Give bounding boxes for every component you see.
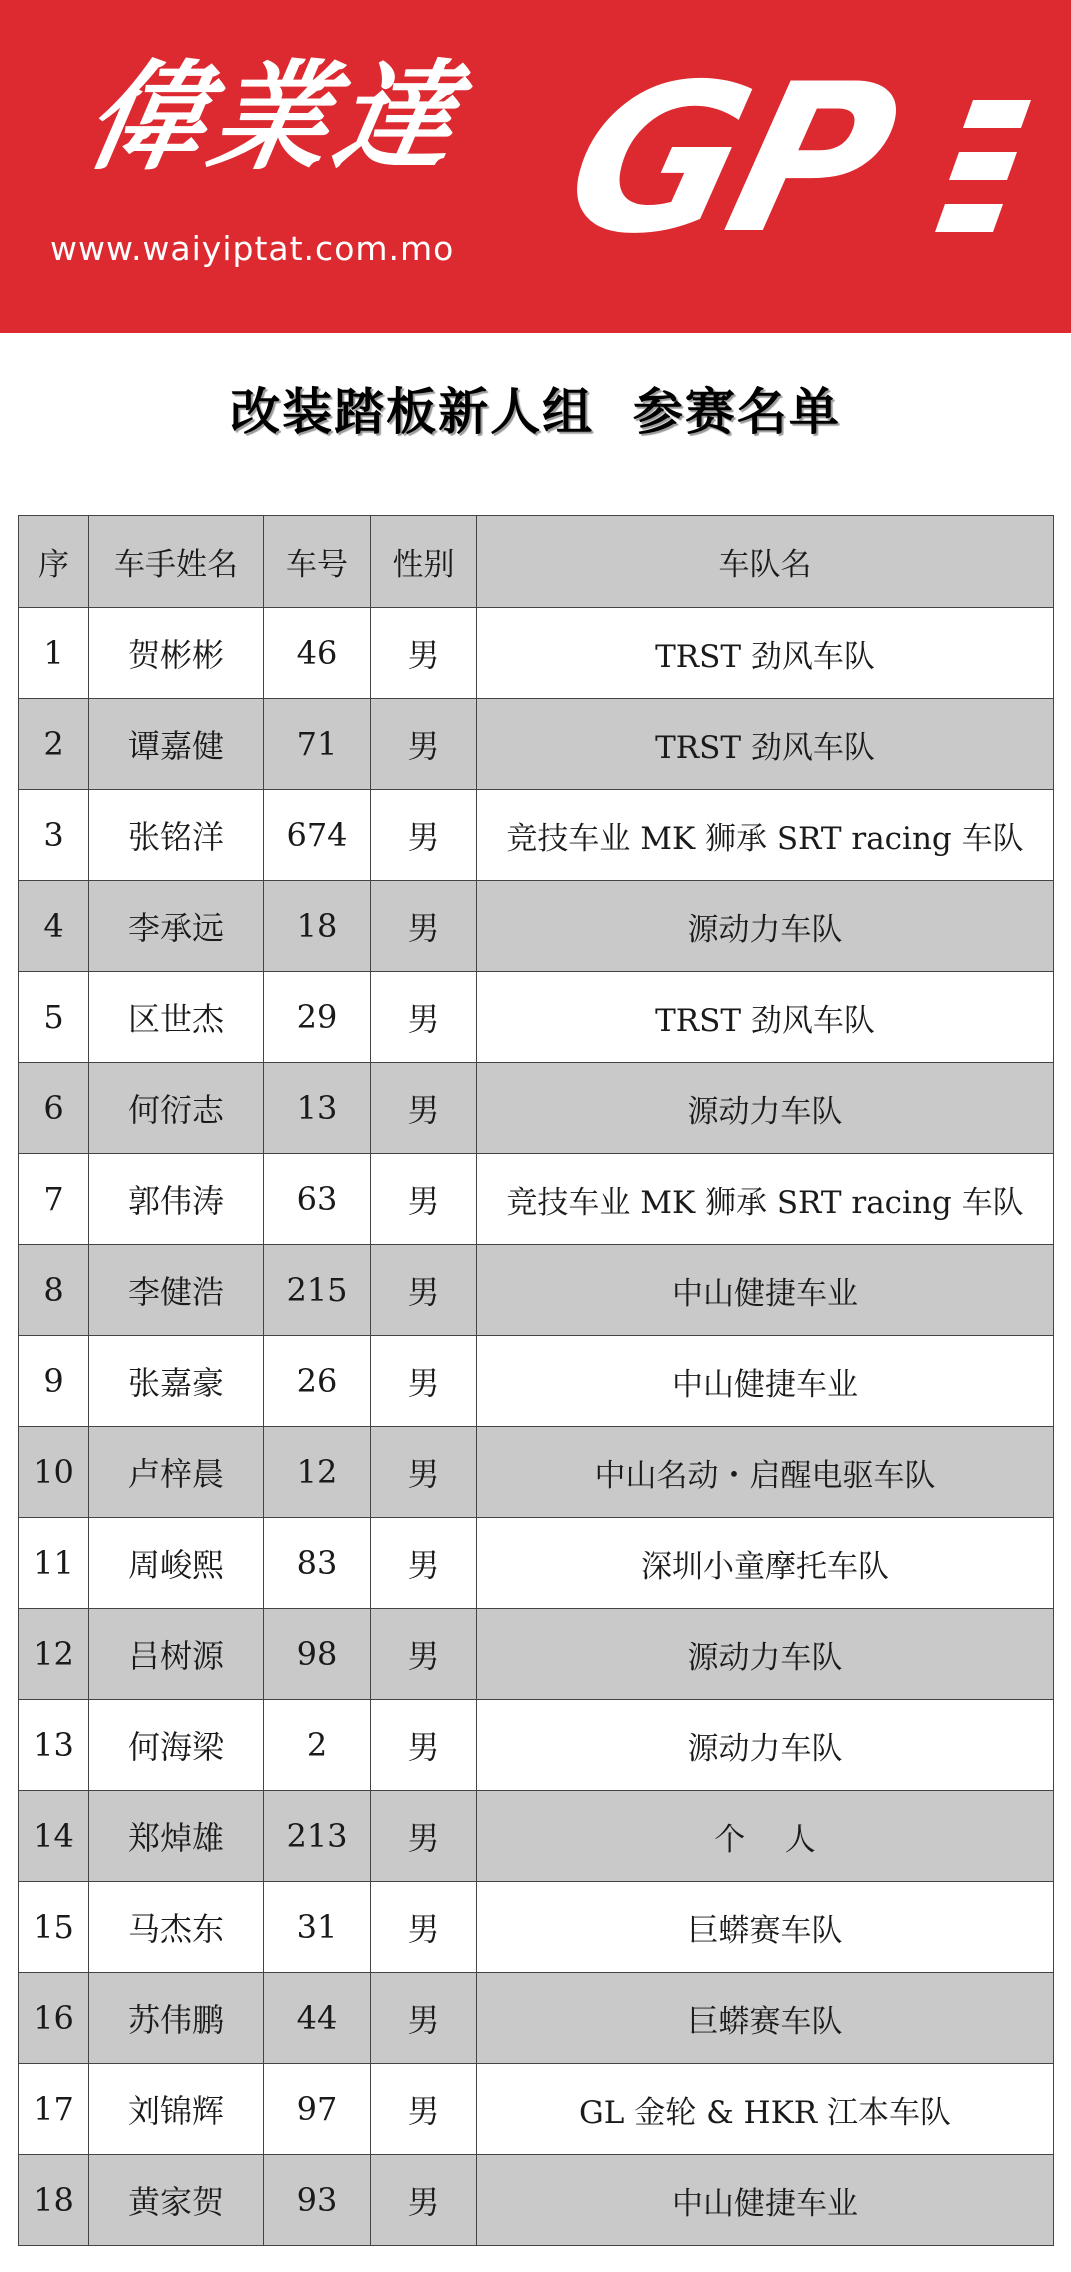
cell-seq: 18 [19,2155,89,2246]
cell-rider-name: 郭伟涛 [89,1154,264,1245]
table-row [19,2064,1054,2155]
cell-rider-name: 吕树源 [89,1609,264,1700]
cell-team: 源动力车队 [477,1700,1054,1791]
cell-rider-name: 刘锦辉 [89,2064,264,2155]
cell-rider-name: 区世杰 [89,972,264,1063]
table-row [19,1518,1054,1609]
column-header-car-number: 车号 [264,516,371,608]
cell-rider-name: 卢梓晨 [89,1427,264,1518]
cell-team: 巨蟒赛车队 [477,1882,1054,1973]
table-row [19,1609,1054,1700]
cell-rider-name: 黄家贺 [89,2155,264,2246]
table-row [19,1427,1054,1518]
cell-rider-name: 李健浩 [89,1245,264,1336]
table-row [19,1700,1054,1791]
website-url: www.waiyiptat.com.mo [50,229,455,268]
cell-gender: 男 [371,608,477,699]
cell-seq: 16 [19,1973,89,2064]
cell-car-number: 18 [264,881,371,972]
cell-rider-name: 何海梁 [89,1700,264,1791]
table-row [19,1336,1054,1427]
cell-team: 个 人 [477,1791,1054,1882]
table-row [19,1245,1054,1336]
cell-team: GL 金轮 & HKR 江本车队 [477,2064,1054,2155]
cell-gender: 男 [371,2064,477,2155]
cell-gender: 男 [371,1791,477,1882]
cell-rider-name: 何衍志 [89,1063,264,1154]
cell-gender: 男 [371,1609,477,1700]
cell-gender: 男 [371,972,477,1063]
cell-gender: 男 [371,1973,477,2064]
cell-seq: 2 [19,699,89,790]
cell-rider-name: 谭嘉健 [89,699,264,790]
table-row [19,1882,1054,1973]
cell-gender: 男 [371,699,477,790]
table-header-row [19,516,1054,608]
cell-gender: 男 [371,1882,477,1973]
cell-gender: 男 [371,790,477,881]
cell-team: 中山健捷车业 [477,2155,1054,2246]
cell-rider-name: 贺彬彬 [89,608,264,699]
cell-car-number: 26 [264,1336,371,1427]
cell-rider-name: 李承远 [89,881,264,972]
cell-seq: 12 [19,1609,89,1700]
table-row [19,1063,1054,1154]
cell-team: 源动力车队 [477,881,1054,972]
cell-seq: 4 [19,881,89,972]
column-header-seq: 序 [19,516,89,608]
cell-gender: 男 [371,1427,477,1518]
table-row [19,1973,1054,2064]
table-row [19,699,1054,790]
cell-seq: 6 [19,1063,89,1154]
column-header-rider-name: 车手姓名 [89,516,264,608]
table-row [19,608,1054,699]
cell-team: 巨蟒赛车队 [477,1973,1054,2064]
table-row [19,1791,1054,1882]
cell-car-number: 98 [264,1609,371,1700]
cell-team: 源动力车队 [477,1609,1054,1700]
cell-team: 竞技车业 MK 狮承 SRT racing 车队 [477,790,1054,881]
cell-seq: 11 [19,1518,89,1609]
cell-seq: 17 [19,2064,89,2155]
cell-seq: 8 [19,1245,89,1336]
cell-gender: 男 [371,1336,477,1427]
cell-car-number: 13 [264,1063,371,1154]
cell-seq: 13 [19,1700,89,1791]
brand-logo-text: 偉業達 [75,48,473,186]
cell-seq: 9 [19,1336,89,1427]
entry-list-table [18,515,1054,2246]
cell-car-number: 674 [264,790,371,881]
cell-team: 中山名动・启醒电驱车队 [477,1427,1054,1518]
cell-gender: 男 [371,2155,477,2246]
cell-gender: 男 [371,1245,477,1336]
cell-seq: 3 [19,790,89,881]
cell-car-number: 213 [264,1791,371,1882]
cell-car-number: 93 [264,2155,371,2246]
cell-car-number: 97 [264,2064,371,2155]
cell-team: TRST 劲风车队 [477,699,1054,790]
cell-rider-name: 苏伟鹏 [89,1973,264,2064]
cell-car-number: 31 [264,1882,371,1973]
cell-team: 中山健捷车业 [477,1336,1054,1427]
cell-rider-name: 郑焯雄 [89,1791,264,1882]
brand-logo-gp: GP [545,41,912,279]
cell-seq: 14 [19,1791,89,1882]
cell-team: TRST 劲风车队 [477,608,1054,699]
cell-team: 深圳小童摩托车队 [477,1518,1054,1609]
cell-team: 中山健捷车业 [477,1245,1054,1336]
cell-gender: 男 [371,1518,477,1609]
page-title: 改装踏板新人组 参赛名单 [230,383,841,441]
cell-rider-name: 张铭洋 [89,790,264,881]
cell-seq: 10 [19,1427,89,1518]
cell-car-number: 215 [264,1245,371,1336]
cell-team: 源动力车队 [477,1063,1054,1154]
cell-gender: 男 [371,881,477,972]
cell-car-number: 12 [264,1427,371,1518]
table-row [19,972,1054,1063]
cell-gender: 男 [371,1063,477,1154]
column-header-gender: 性别 [371,516,477,608]
cell-seq: 5 [19,972,89,1063]
cell-car-number: 44 [264,1973,371,2064]
cell-car-number: 29 [264,972,371,1063]
cell-team: 竞技车业 MK 狮承 SRT racing 车队 [477,1154,1054,1245]
cell-car-number: 63 [264,1154,371,1245]
column-header-team: 车队名 [477,516,1054,608]
cell-rider-name: 周峻熙 [89,1518,264,1609]
cell-rider-name: 张嘉豪 [89,1336,264,1427]
cell-seq: 1 [19,608,89,699]
table-row [19,881,1054,972]
cell-team: TRST 劲风车队 [477,972,1054,1063]
logo-stripes-icon [935,90,1045,240]
cell-car-number: 71 [264,699,371,790]
cell-car-number: 46 [264,608,371,699]
cell-seq: 15 [19,1882,89,1973]
header-banner [0,0,1071,333]
cell-gender: 男 [371,1700,477,1791]
table-row [19,1154,1054,1245]
table-row [19,2155,1054,2246]
cell-car-number: 83 [264,1518,371,1609]
cell-rider-name: 马杰东 [89,1882,264,1973]
cell-seq: 7 [19,1154,89,1245]
cell-gender: 男 [371,1154,477,1245]
cell-car-number: 2 [264,1700,371,1791]
table-row [19,790,1054,881]
